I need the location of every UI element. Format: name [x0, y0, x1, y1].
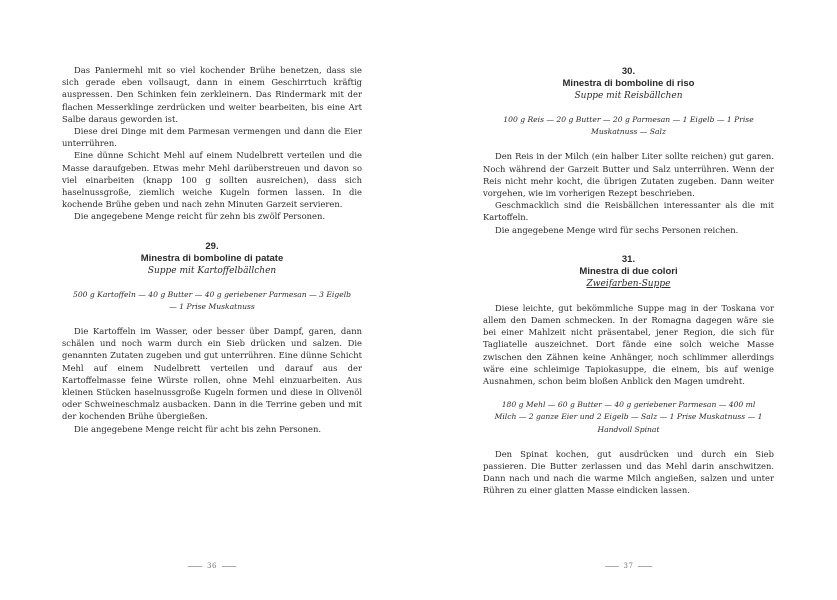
left-page-text — [62, 64, 362, 435]
recipe-subtitle: Suppe mit Reisbällchen — [574, 91, 683, 101]
paragraph: Die angegebene Menge reicht für acht bis zehn Personen. — [74, 423, 322, 434]
paragraph: Eine dünne Schicht Mehl auf einem Nudelbrett verteilen und die Masse daraufgeben. Etwas mehr Mehl darüberstreuen und davon so viel einarbeiten (knapp 100 g sollten ausreichen), dass sich haselnussgroße, ziemlich weiche Kugeln formen lassen. In die kochende Brühe geben und nach zehn Minuten Garzeit servieren. — [62, 150, 362, 210]
recipe-title: Minestra di bomboline di patate — [140, 252, 284, 264]
paragraph: Den Spinat kochen, gut ausdrücken und durch ein Sieb passieren. Die Butter zerlassen und das Mehl darin anschwitzen. Dann nach und nach die warme Milch angießen, salzen und unter Rühren zu einer glatten Masse eindicken lassen. — [483, 448, 774, 496]
page-number: 37 — [483, 562, 774, 570]
paragraph: Diese leichte, gut bekömmliche Suppe mag in der Toskana vor allem den Damen schmecken. In der Romagna dagegen wäre sie bei einer Mahlzeit nicht präsentabel, jener Region, die sich für Tagliatelle auszeichnet. Dort fände eine solch weiche Masse zwischen den Zähnen keine Anhänger, noch schlimmer allerdings wäre eine schleimige Tapiokasuppe, die einem, bis auf wenige Ausnahmen, schon beim bloßen Anblick den Magen umdreht. — [483, 302, 774, 387]
recipe-number: 31. — [621, 253, 636, 265]
left-page — [62, 0, 362, 600]
right-page-text — [483, 66, 774, 497]
paragraph: Das Paniermehl mit so viel kochender Brühe benetzen, dass sie sich gerade eben vollsaugt, dann in einem Geschirrtuch kräftig auspressen. Den Schinken fein zerkleinern. Das Rindermark mit der flachen Messerklinge zerdrücken und weiter bearbeiten, bis eine Art Salbe daraus geworden ist. — [62, 65, 362, 124]
recipe-subtitle: Suppe mit Kartoffelbällchen — [147, 265, 277, 276]
recipe-subtitle: Zweifarben-Suppe — [586, 278, 671, 289]
right-page — [483, 0, 774, 600]
recipe-number: 29. — [205, 240, 219, 252]
paragraph: Geschmacklich sind die Reisbällchen interessanter als die mit Kartoffeln. — [483, 200, 774, 223]
paragraph: Die Kartoffeln im Wasser, oder besser über Dampf, garen, dann schälen und noch warm durch ein Sieb drücken und salzen. Die genannten Zutaten zugeben und gut unterrühren. Eine dünne Schicht Mehl auf einem Nudelbrett verteilen und darauf aus der Kartoffelmasse feine Würste rollen, ohne Mehl einzuarbeiten. Aus kleinen Stücken haselnussgroße Kugeln formen und diese in Olivenöl oder Schweineschmalz ausbacken. Dann in die Terrine geben und mit der kochenden Brühe übergießen. — [62, 326, 362, 422]
recipe-number: 30. — [621, 66, 636, 77]
paragraph: Die angegebene Menge wird für sechs Personen reichen. — [495, 224, 739, 235]
ingredient-list: 100 g Reis — 20 g Butter — 20 g Parmesan — 1 Eigelb — 1 Prise Muskatnuss — Salz — [503, 115, 754, 137]
recipe-title: Minestra di bomboline di riso — [562, 78, 695, 89]
paragraph: Die angegebene Menge reicht für zehn bis zwölf Personen. — [74, 211, 326, 222]
ingredient-list: 180 g Mehl — 60 g Butter — 40 g geriebener Parmesan — 400 ml Milch — 2 ganze Eier und 2 Eigelb — Salz — 1 Prise Muskatnuss — 1 Handvoll Spinat — [494, 400, 763, 434]
paragraph: Diese drei Dinge mit dem Parmesan vermengen und dann die Eier unterrühren. — [62, 126, 362, 149]
recipe-title: Minestra di due colori — [579, 265, 678, 277]
ingredient-list: 500 g Kartoffeln — 40 g Butter — 40 g geriebener Parmesan — 3 Eigelb — 1 Prise Muskatnuss — [73, 289, 351, 311]
paragraph: Den Reis in der Milch (ein halber Liter sollte reichen) gut garen. Noch während der Garzeit Butter und Salz unterrühren. Wenn der Reis nicht mehr kocht, die übrigen Zutaten zugeben. Dann weiter vorgehen, wie im vorherigen Rezept beschrieben. — [483, 151, 774, 199]
page-number: 36 — [62, 562, 362, 570]
